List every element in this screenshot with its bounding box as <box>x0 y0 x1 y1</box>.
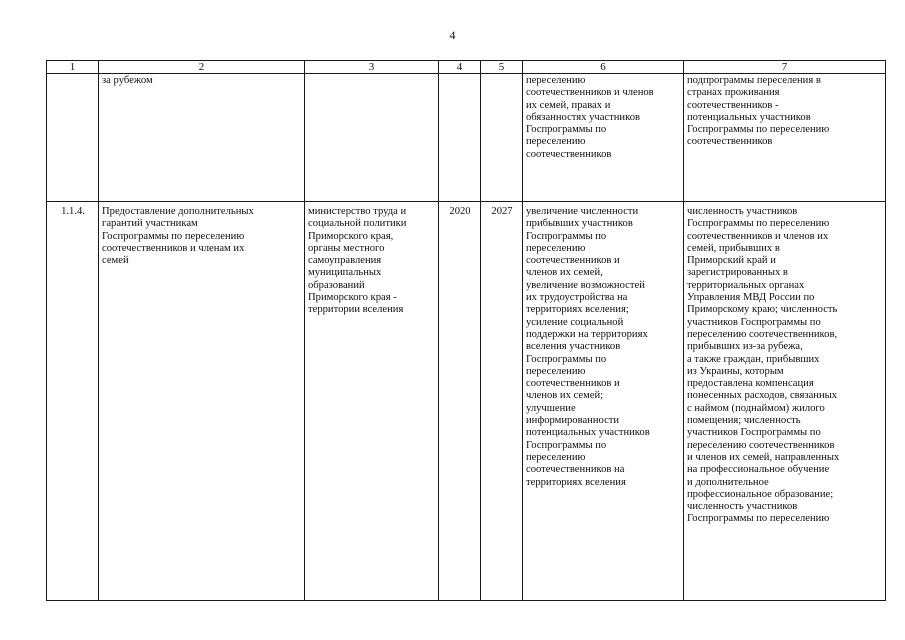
item-number-cell: 1.1.4. <box>47 202 99 601</box>
executor-cell: министерство труда и социальной политики Приморского края, органы местного самоуправления муниципальных образований Приморского края - территории вселения <box>305 202 439 601</box>
expected-result-cell: переселению соотечественников и членов их семей, правах и обязанностях участников Госпрограммы по переселению соотечественников <box>523 74 684 202</box>
page-number: 4 <box>449 28 456 42</box>
start-year-cell: 2020 <box>439 202 481 601</box>
table-row <box>47 74 886 202</box>
item-number-cell <box>47 74 99 202</box>
start-year-cell <box>439 74 481 202</box>
column-number-header-row <box>47 61 886 74</box>
column-header-3: 3 <box>305 61 439 74</box>
executor-cell <box>305 74 439 202</box>
end-year-cell: 2027 <box>481 202 523 601</box>
program-table <box>46 60 886 601</box>
indicator-cell: подпрограммы переселения в странах проживания соотечественников - потенциальных участников Госпрограммы по переселению соотечественников <box>684 74 886 202</box>
column-header-2: 2 <box>99 61 305 74</box>
end-year-cell <box>481 74 523 202</box>
expected-result-cell: увеличение численности прибывших участников Госпрограммы по переселению соотечественников и членов их семей, увеличение возможностей их трудоустройства на территориях вселения; усиление социальной поддержки на территориях вселения участников Госпрограммы по переселению соотечественников и членов их семей; улучшение информированности потенциальных участников Госпрограммы по переселению соотечественников на территориях вселения <box>523 202 684 601</box>
measure-name-cell: Предоставление дополнительных гарантий участникам Госпрограммы по переселению соотечественников и членам их семей <box>99 202 305 601</box>
column-header-1: 1 <box>47 61 99 74</box>
column-header-4: 4 <box>439 61 481 74</box>
table-row <box>47 202 886 601</box>
column-header-6: 6 <box>523 61 684 74</box>
column-header-5: 5 <box>481 61 523 74</box>
column-header-7: 7 <box>684 61 886 74</box>
measure-name-cell: за рубежом <box>99 74 305 202</box>
indicator-cell: численность участников Госпрограммы по переселению соотечественников и членов их семей, прибывших в Приморский край и зарегистрированных в территориальных органах Управления МВД России по Приморскому краю; численность участников Госпрограммы по переселению соотечественников, прибывших из-за рубежа, а также граждан, прибывших из Украины, которым предоставлена компенсация понесенных расходов, связанных с наймом (поднаймом) жилого помещения; численность участников Госпрограммы по переселению соотечественников и членов их семей, направленных на профессиональное обучение и дополнительное профессиональное образование; численность участников Госпрограммы по переселению <box>684 202 886 601</box>
